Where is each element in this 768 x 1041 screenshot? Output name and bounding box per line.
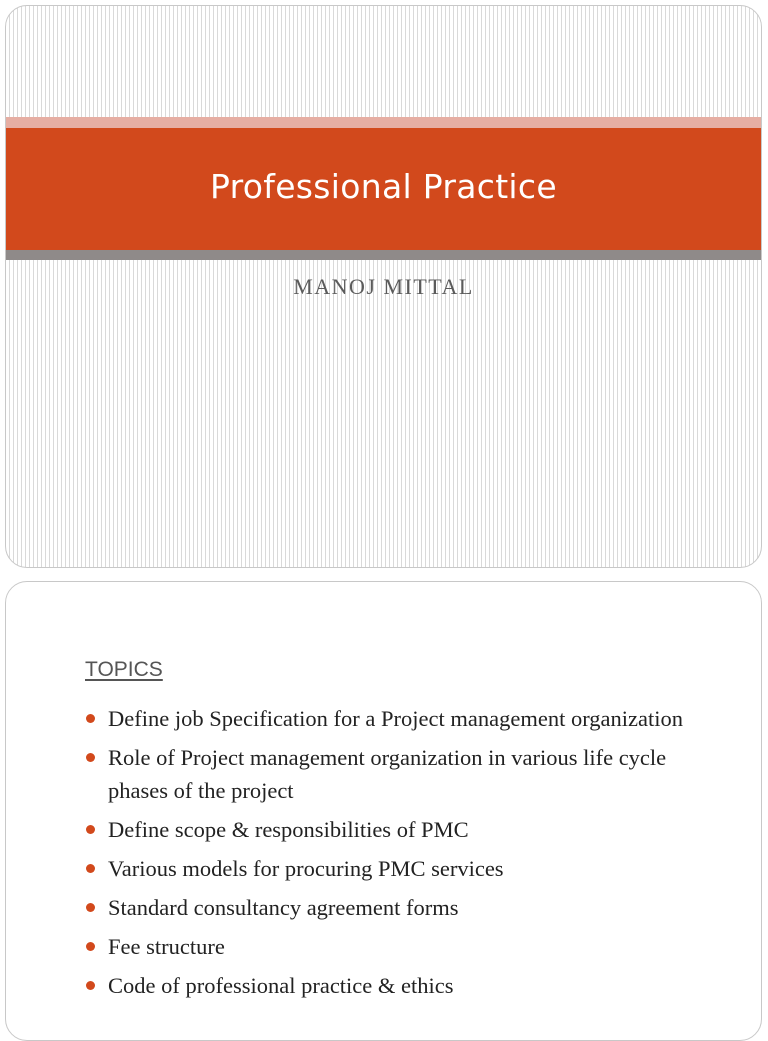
bullet-dot-icon [86, 864, 95, 873]
list-item [85, 930, 725, 963]
bullet-dot-icon [86, 825, 95, 834]
topics-heading: TOPICS [85, 658, 163, 681]
title-band [6, 128, 761, 250]
topics-slide [5, 581, 762, 1041]
list-item [85, 891, 725, 924]
list-item [85, 852, 725, 885]
list-item [85, 741, 725, 807]
list-item-text: Define job Specification for a Project management organization [108, 706, 684, 731]
list-item-text: Role of Project management organization in various life cycle phases of the project [108, 745, 667, 803]
slide-title: Professional Practice [210, 166, 557, 206]
bullet-dot-icon [86, 753, 95, 762]
title-band-bottom-stripe [6, 250, 761, 260]
topics-list [85, 702, 725, 1008]
list-item-text: Standard consultancy agreement forms [108, 895, 459, 920]
bullet-dot-icon [86, 981, 95, 990]
bullet-dot-icon [86, 714, 95, 723]
title-band-top-stripe [6, 117, 761, 128]
bullet-dot-icon [86, 903, 95, 912]
slide-subtitle: MANOJ MITTAL [293, 274, 474, 299]
list-item-text: Various models for procuring PMC services [108, 856, 504, 881]
list-item [85, 969, 725, 1002]
bullet-dot-icon [86, 942, 95, 951]
list-item-text: Fee structure [108, 934, 225, 959]
title-slide [5, 5, 762, 568]
list-item [85, 702, 725, 735]
list-item [85, 813, 725, 846]
list-item-text: Define scope & responsibilities of PMC [108, 817, 469, 842]
list-item-text: Code of professional practice & ethics [108, 973, 454, 998]
